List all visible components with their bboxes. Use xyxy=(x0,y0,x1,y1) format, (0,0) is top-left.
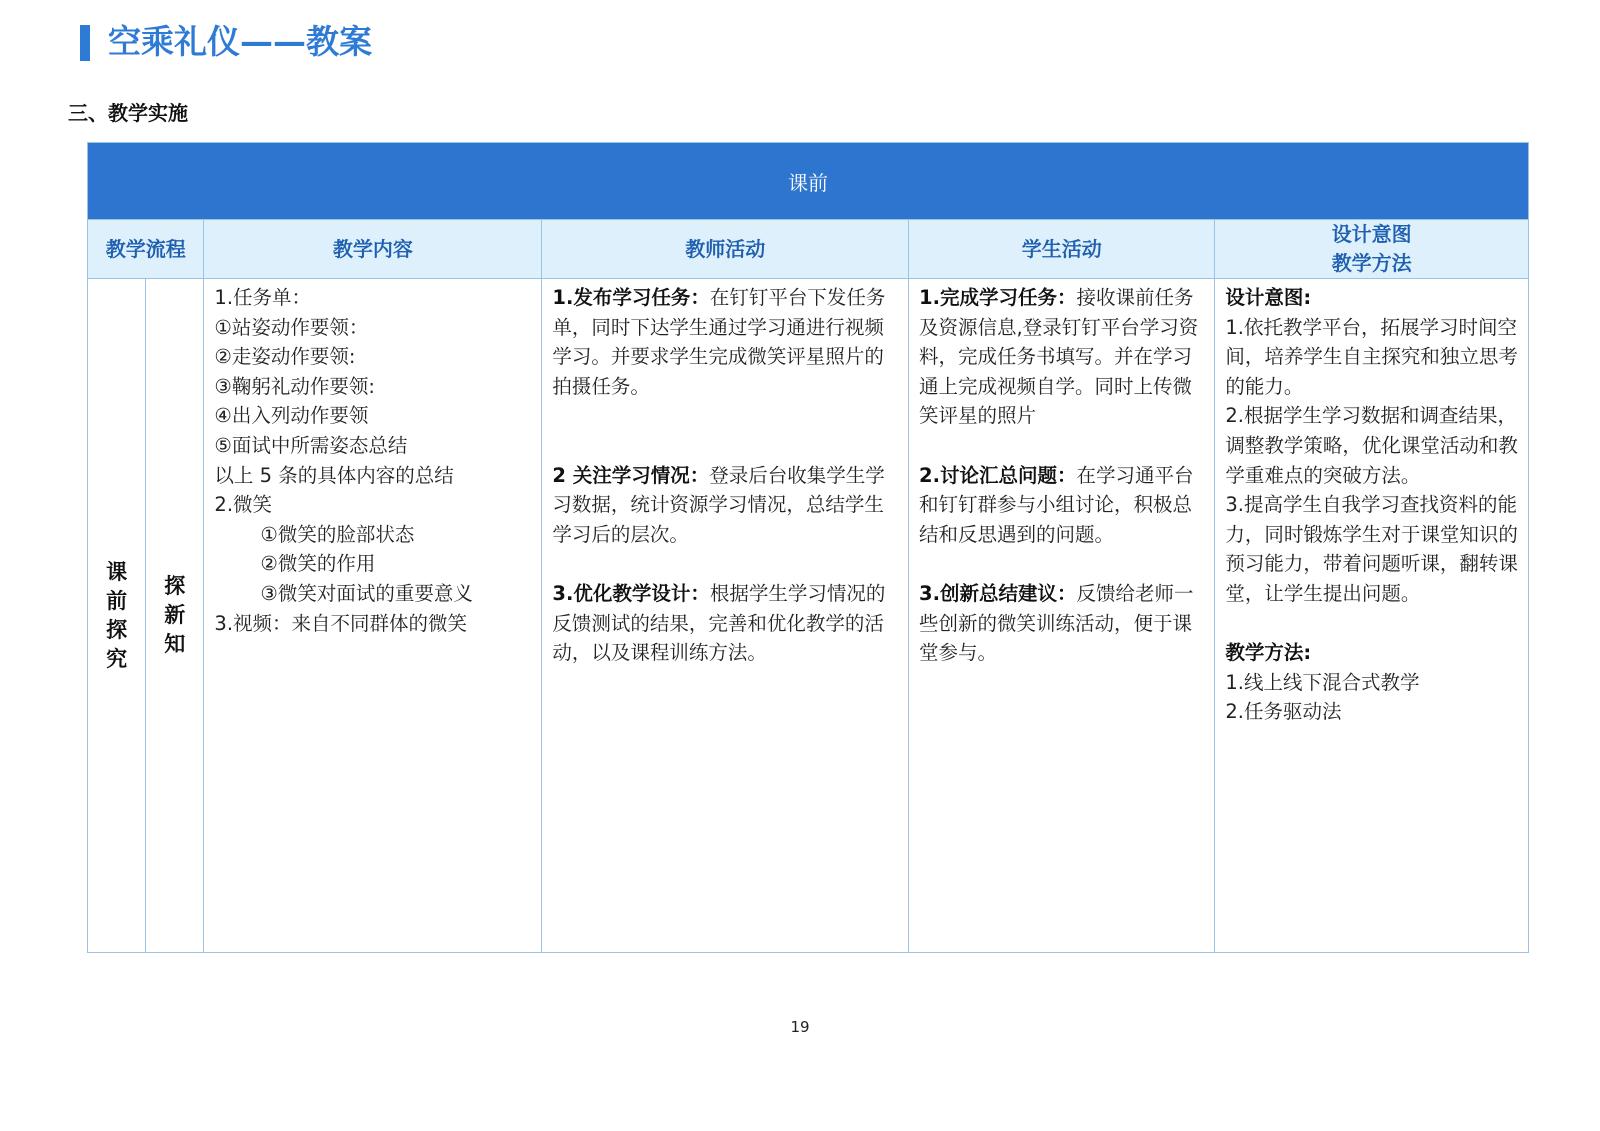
content-cell xyxy=(204,279,542,953)
content-line: ②走姿动作要领: xyxy=(214,345,356,369)
student-item xyxy=(919,579,1206,668)
table-top-header: 课前 xyxy=(88,143,1529,220)
student-item-label: 2.讨论汇总问题： xyxy=(919,463,1077,487)
col-header-design-line1: 设计意图 xyxy=(1331,222,1412,246)
content-line: 3.视频：来自不同群体的微笑 xyxy=(214,611,468,635)
stage-char: 课 xyxy=(106,559,128,584)
student-item-label: 3.创新总结建议： xyxy=(919,581,1077,605)
teacher-item xyxy=(552,579,900,668)
teacher-item xyxy=(552,461,900,550)
teacher-item-text: 在钉钉平台下发任务单，同时下达学生通过学习通进行视频学习。并要求学生完成微笑评星照片的拍摄任务。 xyxy=(552,286,886,398)
teaching-method-item: 2.任务驱动法 xyxy=(1225,700,1342,724)
content-line: ①站姿动作要领： xyxy=(214,315,369,339)
teacher-activity-cell xyxy=(542,279,909,953)
section-heading: 三、教学实施 xyxy=(68,101,188,125)
teaching-method-item: 1.线上线下混合式教学 xyxy=(1225,670,1420,694)
page-number: 19 xyxy=(790,1018,810,1036)
teacher-item-text: 根据学生学习情况的反馈测试的结果，完善和优化教学的活动，以及课程训练方法。 xyxy=(552,581,886,665)
stage-char: 前 xyxy=(106,588,128,613)
content-line: ③鞠躬礼动作要领: xyxy=(214,374,375,398)
content-line: ⑤面试中所需姿态总结 xyxy=(214,433,408,457)
sub-stage-cell xyxy=(146,279,204,953)
teacher-item xyxy=(552,283,900,401)
student-item-label: 1.完成学习任务： xyxy=(919,286,1077,309)
col-header-design-line2: 教学方法 xyxy=(1331,251,1412,275)
document-title: 空乘礼仪——教案 xyxy=(108,22,372,61)
title-accent-bar xyxy=(80,25,90,61)
student-item xyxy=(919,461,1206,550)
sub-stage-char: 知 xyxy=(164,632,186,656)
teacher-item-label: 3.优化教学设计： xyxy=(552,581,710,605)
student-activity-cell xyxy=(909,279,1215,953)
content-line: ②微笑的作用 xyxy=(260,552,376,576)
sub-stage-char: 探 xyxy=(164,574,186,598)
teacher-item-label: 1.发布学习任务： xyxy=(552,286,710,309)
design-cell xyxy=(1215,279,1529,953)
col-header-student: 学生活动 xyxy=(909,220,1215,279)
design-intent-label: 设计意图: xyxy=(1225,286,1312,309)
content-line: 2.微笑 xyxy=(214,493,273,517)
content-line: ③微笑对面试的重要意义 xyxy=(260,581,473,605)
col-header-teacher: 教师活动 xyxy=(542,220,909,279)
content-line: ④出入列动作要领 xyxy=(214,404,369,428)
content-line: ①微笑的脸部状态 xyxy=(260,522,415,546)
stage-char: 探 xyxy=(106,617,128,642)
design-intent-item: 2.根据学生学习数据和调查结果，调整教学策略，优化课堂活动和教学重难点的突破方法。 xyxy=(1225,404,1518,487)
student-item-text: 接收课前任务及资源信息,登录钉钉平台学习资料，完成任务书填写。并在学习通上完成视频自学。同时上传微笑评星的照片 xyxy=(919,286,1199,428)
teacher-item-text: 登录后台收集学生学习数据，统计资源学习情况，总结学生学习后的层次。 xyxy=(552,463,885,546)
content-line: 以上 5 条的具体内容的总结 xyxy=(214,463,454,487)
teacher-item-label: 2 关注学习情况： xyxy=(552,463,710,487)
stage-cell xyxy=(88,279,146,953)
student-item-text: 反馈给老师一些创新的微笑训练活动，便于课堂参与。 xyxy=(919,581,1194,665)
student-item-text: 在学习通平台和钉钉群参与小组讨论，积极总结和反思遇到的问题。 xyxy=(919,463,1194,546)
content-line: 1.任务单： xyxy=(214,286,312,309)
design-intent-item: 3.提高学生自我学习查找资料的能力，同时锻炼学生对于课堂知识的预习能力，带着问题听课，翻转课堂，让学生提出问题。 xyxy=(1225,493,1518,605)
col-header-process: 教学流程 xyxy=(88,220,204,279)
stage-char: 究 xyxy=(106,646,128,671)
sub-stage-char: 新 xyxy=(164,603,186,627)
student-item xyxy=(919,283,1206,431)
lesson-plan-table xyxy=(87,142,1529,953)
design-intent-item: 1.依托教学平台，拓展学习时间空间，培养学生自主探究和独立思考的能力。 xyxy=(1225,315,1518,398)
col-header-content: 教学内容 xyxy=(204,220,542,279)
teaching-method-label: 教学方法: xyxy=(1225,641,1312,665)
col-header-design xyxy=(1215,220,1529,279)
